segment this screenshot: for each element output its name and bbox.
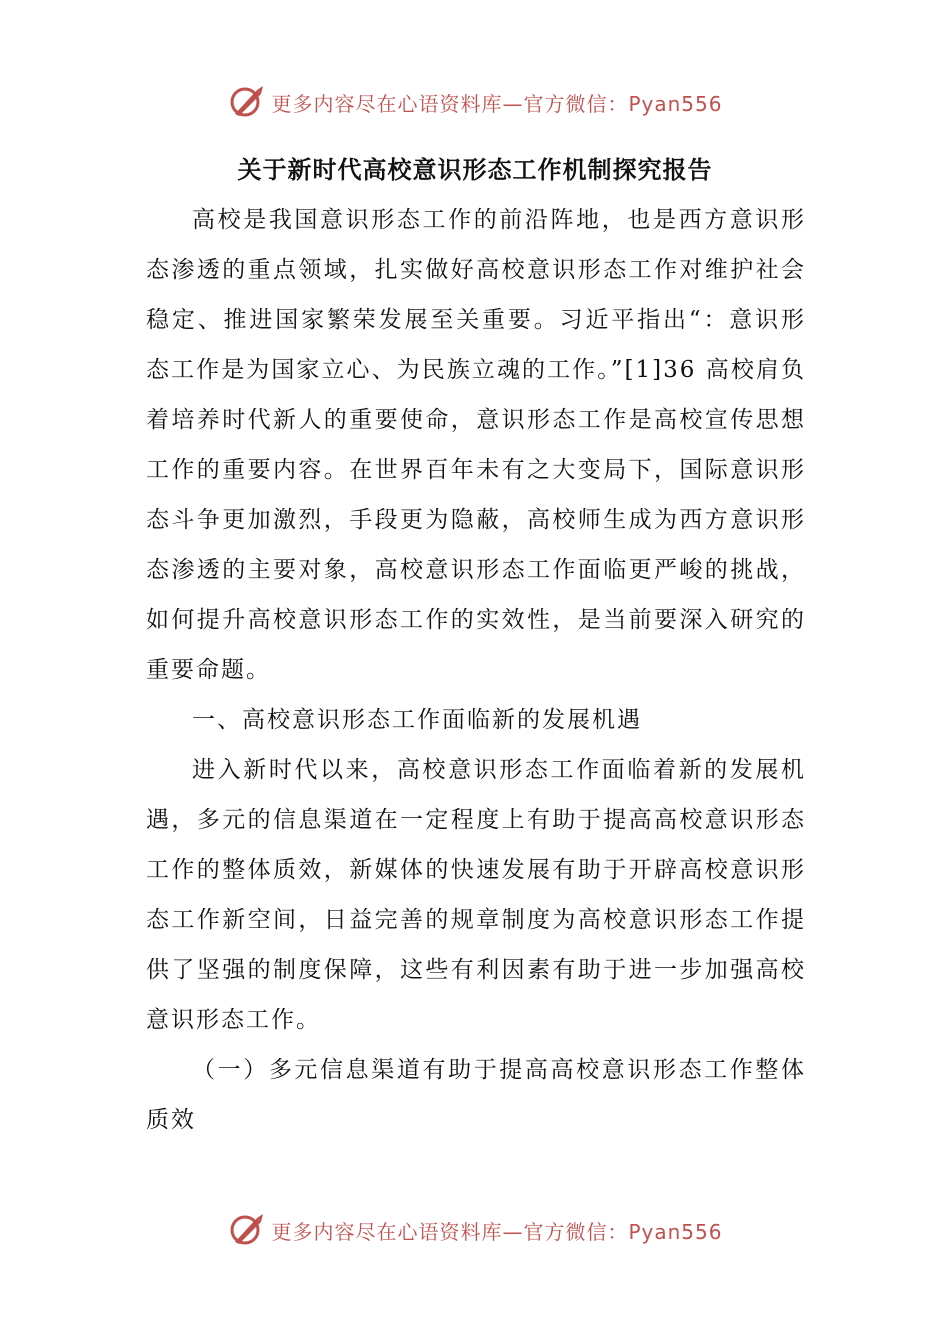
watermark-text: 更多内容尽在心语资料库—官方微信：Pyan556 <box>271 1219 723 1244</box>
subsection-heading: （一）多元信息渠道有助于提高高校意识形态工作整体质效 <box>146 1057 806 1133</box>
section-heading: 一、高校意识形态工作面临新的发展机遇 <box>192 707 642 733</box>
pen-logo-icon <box>227 82 267 122</box>
pen-logo-icon <box>227 1210 267 1250</box>
document-body <box>146 195 806 1145</box>
footer-watermark <box>0 1210 950 1250</box>
watermark-text: 更多内容尽在心语资料库—官方微信：Pyan556 <box>271 91 723 116</box>
paragraph: 进入新时代以来，高校意识形态工作面临着新的发展机遇，多元的信息渠道在一定程度上有助于提高高校意识形态工作的整体质效，新媒体的快速发展有助于开辟高校意识形态工作新空间，日益完善的规章制度为高校意识形态工作提供了坚强的制度保障，这些有利因素有助于进一步加强高校意识形态工作。 <box>146 757 806 1033</box>
paragraph: 高校是我国意识形态工作的前沿阵地，也是西方意识形态渗透的重点领域，扎实做好高校意识形态工作对维护社会稳定、推进国家繁荣发展至关重要。习近平指出“：意识形态工作是为国家立心、为民族立魂的工作。”[1]36 高校肩负着培养时代新人的重要使命，意识形态工作是高校宣传思想工作的重要内容。在世界百年未有之大变局下，国际意识形态斗争更加激烈，手段更为隐蔽，高校师生成为西方意识形态渗透的主要对象，高校意识形态工作面临更严峻的挑战，如何提升高校意识形态工作的实效性，是当前要深入研究的重要命题。 <box>146 207 806 683</box>
header-watermark <box>0 82 950 122</box>
document-title: 关于新时代高校意识形态工作机制探究报告 <box>237 155 713 184</box>
